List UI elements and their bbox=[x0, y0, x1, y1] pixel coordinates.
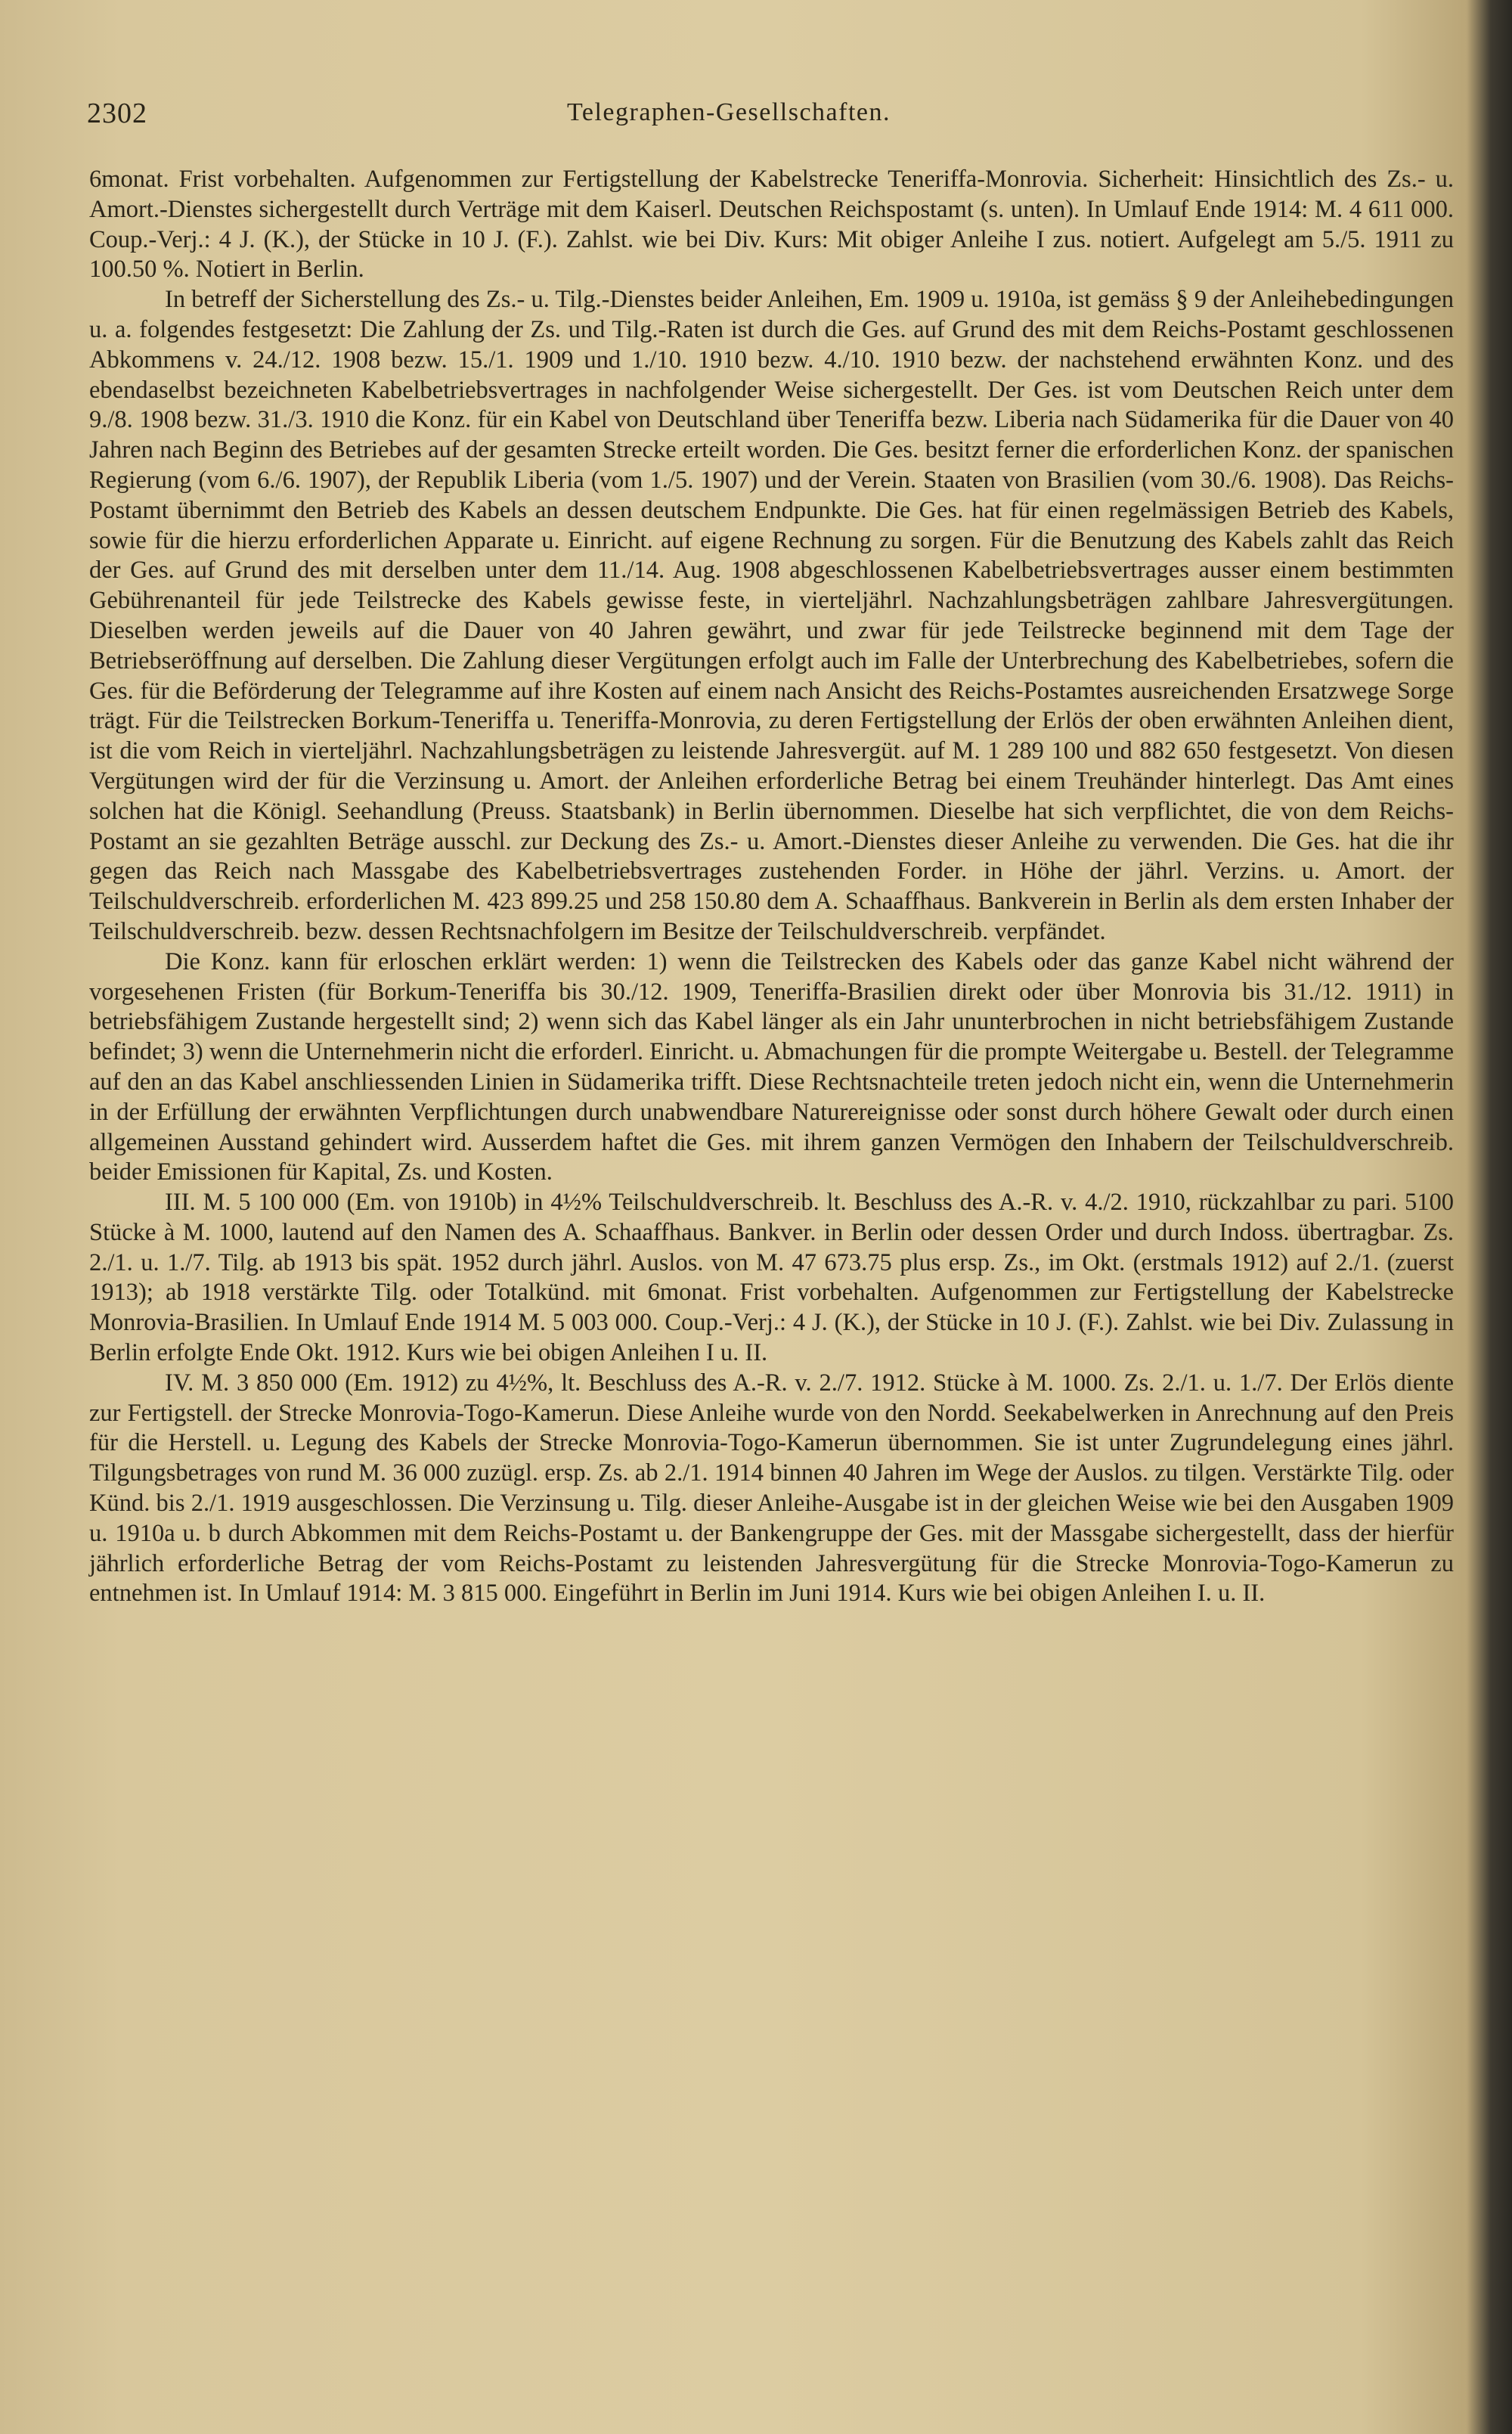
page-number: 2302 bbox=[87, 98, 147, 129]
running-title: Telegraphen-Gesellschaften. bbox=[567, 98, 891, 126]
paragraph-continuation: 6monat. Frist vorbehalten. Aufgenommen zur Fertigstellung der Kabelstrecke Teneriffa-Monrovia. Sicherheit: Hinsichtlich des Zs.- u. Amort.-Dienstes sichergestellt durch Verträge mit dem Kaiserl. Deutschen Reichspostamt (s. unten). In Umlauf Ende 1914: M. 4 611 000. Coup.-Verj.: 4 J. (K.), der Stücke in 10 J. (F.). Zahlst. wie bei Div. Kurs: Mit obiger Anleihe I zus. notiert. Aufgelegt am 5./5. 1911 zu 100.50 %. Notiert in Berlin. bbox=[89, 166, 1454, 284]
page-header bbox=[87, 97, 1448, 135]
paragraph-security-arrangement: In betreff der Sicherstellung des Zs.- u. Tilg.-Dienstes beider Anleihen, Em. 1909 u. 1910a, ist gemäss § 9 der Anleihebedingungen u. a. folgendes festgesetzt: Die Zahlung der Zs. und Tilg.-Raten ist durch die Ges. auf Grund des mit dem Reichs-Postamt geschlossenen Abkommens v. 24./12. 1908 bezw. 15./1. 1909 und 1./10. 1910 bezw. 4./10. 1910 bezw. der nachstehend erwähnten Konz. und des ebendaselbst bezeichneten Kabelbetriebsvertrages in nachfolgender Weise sichergestellt. Der Ges. ist vom Deutschen Reich unter dem 9./8. 1908 bezw. 31./3. 1910 die Konz. für ein Kabel von Deutschland über Teneriffa bezw. Liberia nach Südamerika für die Dauer von 40 Jahren nach Beginn des Betriebes auf der gesamten Strecke erteilt worden. Die Ges. besitzt ferner die erforderlichen Konz. der spanischen Regierung (vom 6./6. 1907), der Republik Liberia (vom 1./5. 1907) und der Verein. Staaten von Brasilien (vom 30./6. 1908). Das Reichs-Postamt übernimmt den Betrieb des Kabels an dessen deutschem Endpunkte. Die Ges. hat für einen regelmässigen Betrieb des Kabels, sowie für die hierzu erforderlichen Apparate u. Einricht. auf eigene Rechnung zu sorgen. Für die Benutzung des Kabels zahlt das Reich der Ges. auf Grund des mit derselben unter dem 11./14. Aug. 1908 abgeschlossenen Kabelbetriebsvertrages ausser einem bestimmten Gebührenanteil für jede Teilstrecke des Kabels gewisse feste, in vierteljährl. Nachzahlungsbeträgen zahlbare Jahresvergütungen. Dieselben werden jeweils auf die Dauer von 40 Jahren gewährt, und zwar für jede Teilstrecke beginnend mit dem Tage der Betriebseröffnung auf derselben. Die Zahlung dieser Vergütungen erfolgt auch im Falle der Unterbrechung des Kabelbetriebes, sofern die Ges. für die Beförderung der Telegramme auf ihre Kosten auf einem nach Ansicht des Reichs-Postamtes ausreichenden Ersatzwege Sorge trägt. Für die Teilstrecken Borkum-Teneriffa u. Teneriffa-Monrovia, zu deren Fertigstellung der Erlös der oben erwähnten Anleihen dient, ist die vom Reich in vierteljährl. Nachzahlungsbeträgen zu leistende Jahresvergüt. auf M. 1 289 100 und 882 650 festgesetzt. Von diesen Vergütungen wird der für die Verzinsung u. Amort. der Anleihen erforderliche Betrag bei einem Treuhänder hinterlegt. Das Amt eines solchen hat die Königl. Seehandlung (Preuss. Staatsbank) in Berlin übernommen. Dieselbe hat sich verpflichtet, die von dem Reichs-Postamt an sie gezahlten Beträge ausschl. zur Deckung des Zs.- u. Amort.-Dienstes dieser Anleihe zu verwenden. Die Ges. hat die ihr gegen das Reich nach Massgabe des Kabelbetriebsvertrages zustehenden Forder. in Höhe der jährl. Verzins. u. Amort. der Teilschuldverschreib. erforderlichen M. 423 899.25 und 258 150.80 dem A. Schaaffhaus. Bankverein in Berlin als dem ersten Inhaber der Teilschuldverschreib. bezw. dessen Rechtsnachfolgern im Besitze der Teilschuldverschreib. verpfändet. bbox=[89, 286, 1454, 945]
paragraph-loan-iv: IV. M. 3 850 000 (Em. 1912) zu 4½%, lt. Beschluss des A.-R. v. 2./7. 1912. Stücke à M. 1000. Zs. 2./1. u. 1./7. Der Erlös diente zur Fertigstell. der Strecke Monrovia-Togo-Kamerun. Diese Anleihe wurde von den Nordd. Seekabelwerken in Anrechnung auf den Preis für die Herstell. u. Legung des Kabels der Strecke Monrovia-Togo-Kamerun übernommen. Sie ist unter Zugrundelegung eines jährl. Tilgungsbetrages von rund M. 36 000 zuzügl. ersp. Zs. ab 2./1. 1914 binnen 40 Jahren im Wege der Auslos. zu tilgen. Verstärkte Tilg. oder Künd. bis 2./1. 1919 ausgeschlossen. Die Verzinsung u. Tilg. dieser Anleihe-Ausgabe ist in der gleichen Weise wie bei den Ausgaben 1909 u. 1910a u. b durch Abkommen mit dem Reichs-Postamt u. der Bankengruppe der Ges. mit der Massgabe sichergestellt, dass der hierfür jährlich erforderliche Betrag der vom Reichs-Postamt zu leistenden Jahresvergütung für die Strecke Monrovia-Togo-Kamerun zu entnehmen ist. In Umlauf 1914: M. 3 815 000. Eingeführt in Berlin im Juni 1914. Kurs wie bei obigen Anleihen I. u. II. bbox=[89, 1369, 1454, 1608]
page-body bbox=[89, 165, 1454, 1609]
paragraph-loan-iii: III. M. 5 100 000 (Em. von 1910b) in 4½% Teilschuldverschreib. lt. Beschluss des A.-R. v. 4./2. 1910, rückzahlbar zu pari. 5100 Stücke à M. 1000, lautend auf den Namen des A. Schaaffhaus. Bankver. in Berlin oder dessen Order und durch Indoss. übertragbar. Zs. 2./1. u. 1./7. Tilg. ab 1913 bis spät. 1952 durch jährl. Auslos. von M. 47 673.75 plus ersp. Zs., im Okt. (erstmals 1912) auf 2./1. (zuerst 1913); ab 1918 verstärkte Tilg. oder Totalkünd. mit 6monat. Frist vorbehalten. Aufgenommen zur Fertigstellung der Kabelstrecke Monrovia-Brasilien. In Umlauf Ende 1914 M. 5 003 000. Coup.-Verj.: 4 J. (K.), der Stücke in 10 J. (F.). Zahlst. wie bei Div. Zulassung in Berlin erfolgte Ende Okt. 1912. Kurs wie bei obigen Anleihen I u. II. bbox=[89, 1189, 1454, 1367]
paragraph-concession-expiry: Die Konz. kann für erloschen erklärt werden: 1) wenn die Teilstrecken des Kabels oder das ganze Kabel nicht während der vorgesehenen Fristen (für Borkum-Teneriffa bis 30./12. 1909, Teneriffa-Brasilien direkt oder über Monrovia bis 31./12. 1911) in betriebsfähigem Zustande hergestellt sind; 2) wenn sich das Kabel länger als ein Jahr ununterbrochen in nicht betriebsfähigem Zustande befindet; 3) wenn die Unternehmerin nicht die erforderl. Einricht. u. Abmachungen für die prompte Weitergabe u. Bestell. der Telegramme auf den an das Kabel anschliessenden Linien in Südamerika trifft. Diese Rechtsnachteile treten jedoch nicht ein, wenn die Unternehmerin in der Erfüllung der erwähnten Verpflichtungen durch unabwendbare Naturereignisse oder sonst durch höhere Gewalt oder durch einen allgemeinen Ausstand gehindert wird. Ausserdem haftet die Ges. mit ihrem ganzen Vermögen den Inhabern der Teilschuldverschreib. beider Emissionen für Kapital, Zs. und Kosten. bbox=[89, 947, 1454, 1186]
